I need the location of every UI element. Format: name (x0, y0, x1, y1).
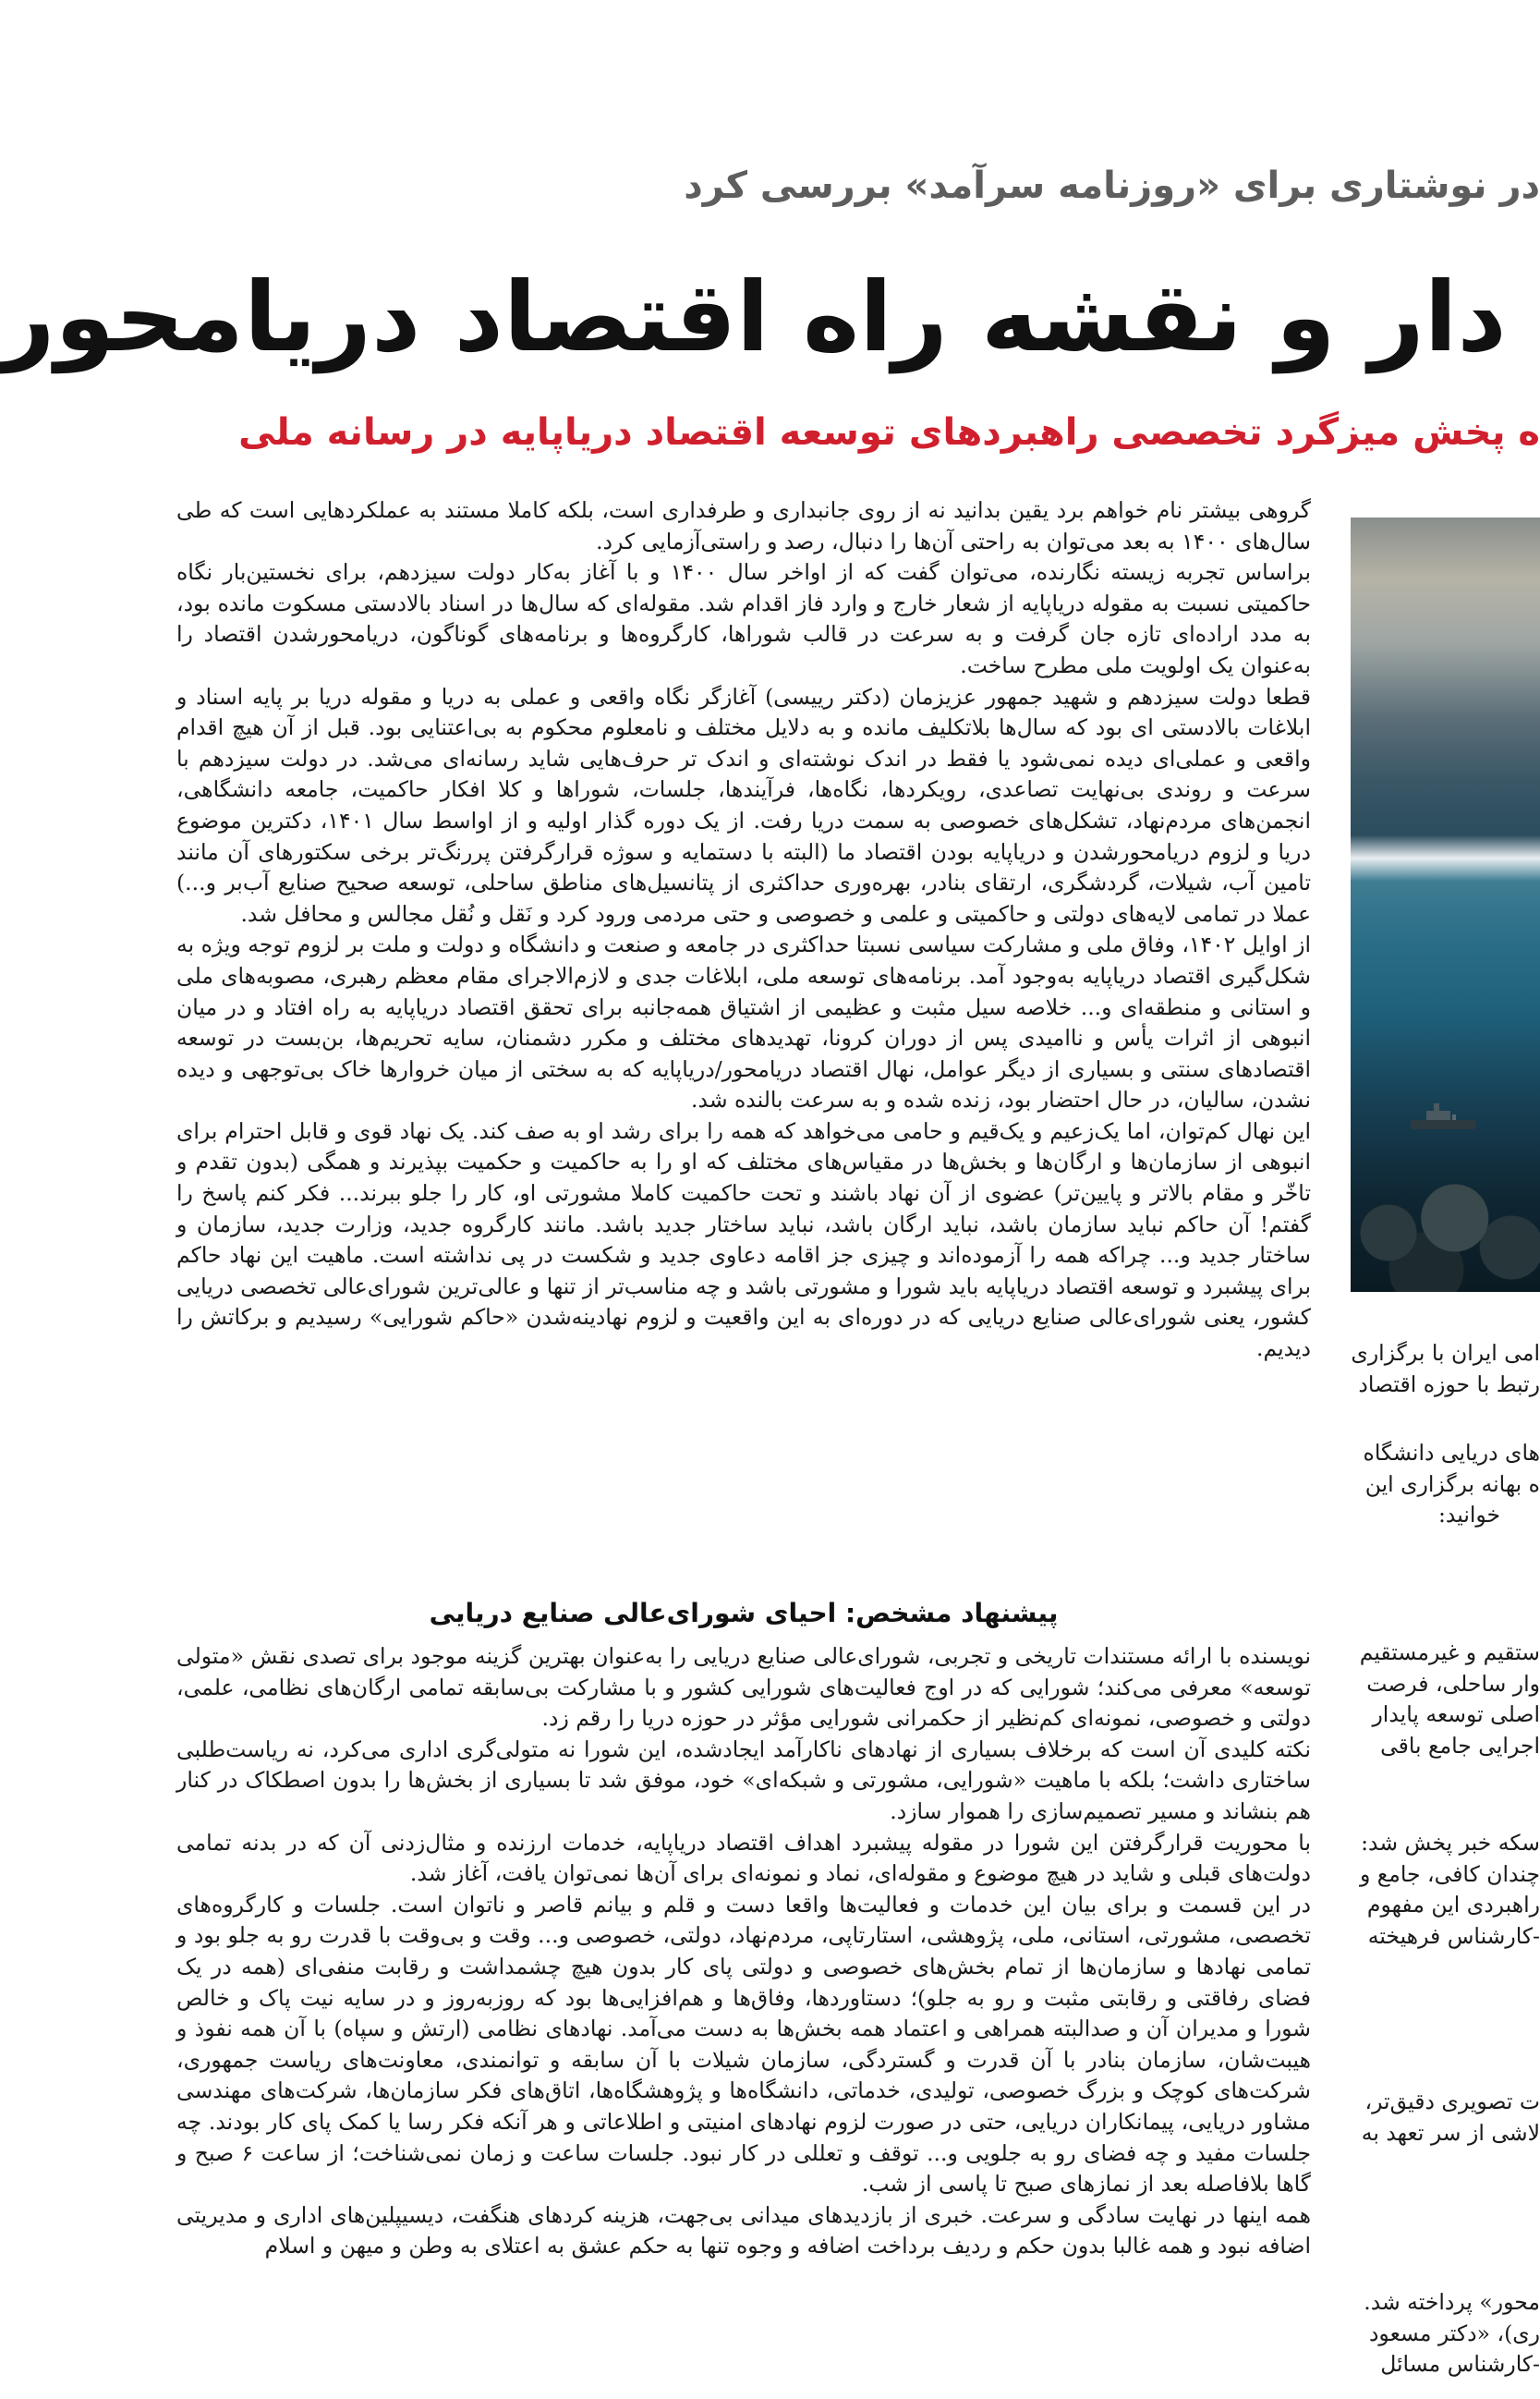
paragraph: همه اینها در نهایت سادگی و سرعت. خبری از بازدیدهای میدانی بی‌جهت، هزینه کردهای هنگفت، دیسیپلین‌های اداری و مدیریتی اضافه نبود و همه غالبا بدون حکم و ردیف برداخت اضافه و وجوه تنها به حکم عشق به اعتلای به وطن و میهن و اسلام (176, 2201, 1311, 2259)
section-heading: پیشنهاد مشخص: احیای شورای‌عالی صنایع دریایی (429, 1598, 1059, 1628)
article-body-top (176, 495, 1311, 1569)
side-line: های دریایی دانشگاه (1363, 1440, 1540, 1466)
paragraph: براساس تجربه زیسته نگارنده، می‌توان گفت که از اواخر سال ۱۴۰۰ و با آغاز به‌کار دولت سیزدهم، برای نخستین‌بار نگاه حاکمیتی نسبت به مقوله دریاپایه از شعار خارج و وارد فاز اقدام شد. مقوله‌ای که سال‌ها در اسناد بالادستی مسکوت مانده بود، به مدد اراده‌ای تازه جان گرفت و به سرعت در قالب شوراها، کارگروه‌ها و برنامه‌های گوناگون، دریامحورشدن اقتصاد را به‌عنوان یک اولویت ملی مطرح ساخت. (176, 559, 1311, 678)
article-headline: ِ دار و نقشه راه اقتصاد دریامحور (0, 261, 1540, 373)
ocean-ship-photo (1351, 518, 1540, 1292)
side-line: ستقیم و غیرمستقیم (1359, 1639, 1540, 1665)
article-subhead: ه پخش میزگرد تخصصی راهبردهای توسعه اقتصاد دریاپایه در رسانه ملی (238, 411, 1540, 454)
paragraph: قطعا دولت سیزدهم و شهید جمهور عزیزمان (دکتر رییسی) آغازگر نگاه واقعی و عملی به دریا و مقوله دریا بر پایه اسناد و ابلاغات بالادستی ای بود که سال‌ها بلاتکلیف مانده و به دلایل مختلف و نامعلوم محکوم به بی‌اعتنایی بود. قبل از آن هیچ اقدام واقعی و عملی‌ای دیده نمی‌شود یا فقط در اندک نوشته‌ای و اندک تر حرف‌هایی شاید رسانه‌ای می‌شد. در دولت سیزدهم با سرعت و روندی بی‌نهایت تصاعدی، رویکردها، نگاه‌ها، فرآیندها، جلسات، شوراها و کلا افکار حاکمیت، جامعه دانشگاهی، انجمن‌های مردم‌نهاد، تشکل‌های خصوصی به سمت دریا رفت. از یک دوره گذار اولیه و از اواسط سال ۱۴۰۱، دکترین موضوع دریا و لزوم دریامحورشدن و دریاپایه بودن اقتصاد ما (البته با دستمایه و سوژه قرارگرفتن پررنگ‌تر برخی سکتورهای آن مانند تامین آب، شیلات، گردشگری، ارتقای بنادر، بهره‌وری حداکثری از پتانسیل‌های مناطق ساحلی، توسعه صحیح صنایع آب‌بر و...) عملا در تمامی لایه‌های دولتی و حاکمیتی و علمی و خصوصی و حتی مردمی ورود کرد و نَقل و نُقل مجالس و محافل شد. (176, 683, 1312, 927)
side-line: اجرایی جامع باقی (1380, 1732, 1540, 1759)
side-line: چندان کافی، جامع و (1359, 1860, 1540, 1887)
side-column-6 (1364, 2287, 1540, 2381)
side-line: راهبردی این مفهوم (1366, 1892, 1540, 1918)
side-line: -کارشناس مسائل (1380, 2351, 1540, 2378)
side-column-4 (1359, 1828, 1540, 1952)
ship-icon (1406, 1100, 1480, 1137)
side-column-5 (1361, 2087, 1540, 2149)
paragraph: نویسنده با ارائه مستندات تاریخی و تجربی، شورای‌عالی صنایع دریایی را به‌عنوان بهترین گزینه موجود برای تصدی نقش «متولی توسعه» معرفی می‌کند؛ شورایی که در اوج فعالیت‌های شورایی کشور و با مشارکت بی‌سابقه تمامی ارگان‌های نظامی، علمی، دولتی و خصوصی، نمونه‌ای کم‌نظیر از حکمرانی شورایی مؤثر در حوزه دریا را رقم زد. (176, 1643, 1311, 1732)
coral-reef (1351, 1144, 1540, 1292)
article-body-bottom (176, 1641, 1311, 2399)
paragraph: با محوریت قرارگرفتن این شورا در مقوله پیشبرد اهداف اقتصاد دریاپایه، خدمات ارزنده و مثال‌زدنی آن که در بدنه تمامی دولت‌های قبلی و شاید در هیچ موضوع و مقوله‌ای، نماد و نمونه‌ای برای آن‌ها نمی‌توان یافت، آغاز شد. (176, 1829, 1311, 1887)
side-column-2 (1363, 1438, 1540, 1531)
side-line: رتبط با حوزه اقتصاد (1358, 1370, 1540, 1397)
side-column-1 (1351, 1338, 1540, 1400)
side-line: وار ساحلی، فرصت (1366, 1670, 1540, 1697)
side-column-3 (1359, 1638, 1540, 1761)
paragraph: نکته کلیدی آن است که برخلاف بسیاری از نهادهای ناکارآمد ایجادشده، این شورا نه متولی‌گری اداری می‌کرد، نه ریاست‌طلبی ساختاری داشت؛ بلکه با ماهیت «شورایی، مشورتی و شبکه‌ای» خود، موفق شد تا بسیاری از بخش‌ها را بدون اصطکاک در کنار هم بنشاند و مسیر تصمیم‌سازی را هموار سازد. (176, 1735, 1311, 1824)
paragraph: از اوایل ۱۴۰۲، وفاق ملی و مشارکت سیاسی نسبتا حداکثری در جامعه و صنعت و دانشگاه و دولت و ملت بر لزوم توجه ویژه به شکل‌گیری اقتصاد دریاپایه به‌وجود آمد. برنامه‌های توسعه ملی، ابلاغات جدی و لازم‌الاجرای مقام معظم رهبری، مصوبه‌های ملی و استانی و منطقه‌ای و... خلاصه سیل مثبت و عظیمی از اشتیاق همه‌جانبه برای تحقق اقتصاد دریاپایه به راه افتاد و در میان انبوهی از اثرات یأس و ناامیدی پس از دوران کرونا، تهدیدهای مختلف و مکرر دشمنان، سایه تحریم‌ها، بن‌بست در توسعه اقتصادهای سنتی و بسیاری از دیگر عوامل، نهال اقتصاد دریامحور/دریاپایه که به سختی از میان خروارها خاک بی‌توجهی و دیده نشدن، سالیان، در حال احتضار بود، زنده شده و به سرعت بالنده شد. (176, 932, 1311, 1114)
paragraph: در این قسمت و برای بیان این خدمات و فعالیت‌ها واقعا دست و قلم و بیانم قاصر و ناتوان است. جلسات و کارگروه‌های تخصصی، مشورتی، استانی، ملی، پژوهشی، استارتاپی، مردم‌نهاد، دولتی، خصوصی و... وقت و بی‌وقت با قدرت رو به جلو بود و تمامی نهادها و سازمان‌ها از تمام بخش‌های خصوصی و دولتی پای کار بدون هیچ چشمداشت و رقابت منفی‌ای (همه در یک فضای رفاقتی و رقابتی مثبت و رو به جلو)؛ دستاوردها، وفاق‌ها و هم‌افزایی‌ها بود که روزبه‌روز و در سایه نیت پاک و خالص شورا و مدیران آن و صدالبته همراهی و اعتماد همه بخش‌ها به دست می‌آمد. نهادهای نظامی (ارتش و سپاه) با آن همه نفوذ و هیبت‌شان، سازمان بنادر با آن قدرت و گستردگی، سازمان شیلات با آن سابقه و توانمندی، معاونت‌های ریاست جمهوری، شرکت‌های کوچک و بزرگ خصوصی، تولیدی، خدماتی، دانشگاه‌ها و پژوهشگاه‌ها، اتاق‌های فکر سازمان‌ها، شرکت‌های مهندسی مشاور دریایی، پیمانکاران دریایی، حتی در صورت لزوم نهادهای امنیتی و اطلاعاتی و هر آنکه فکر رسا یا کمک پای کار بودند. چه جلسات مفید و چه فضای رو به جلویی و... توقف و تعللی در کار نبود. جلسات ساعت و زمان نمی‌شناخت؛ از ساعت ۶ صبح و گاها بلافاصله بعد از نمازهای صبح تا پاسی از شب. (176, 1891, 1311, 2198)
article-kicker: در نوشتاری برای «روزنامه سرآمد» بررسی کرد (684, 164, 1540, 207)
side-line: ری)، «دکتر مسعود (1368, 2320, 1540, 2346)
side-line: سکه خبر پخش شد: (1361, 1830, 1540, 1856)
paragraph: گروهی بیشتر نام خواهم برد یقین بدانید نه از روی جانبداری و طرفداری است، بلکه کاملا مستند به عملکردهایی است که طی سال‌های ۱۴۰۰ به بعد می‌توان به راحتی آن‌ها را دنبال، رصد و راستی‌آزمایی کرد. (176, 497, 1311, 554)
side-line: ه بهانه برگزاری این (1364, 1470, 1540, 1497)
side-line: ت تصویری دقیق‌تر، (1364, 2088, 1540, 2114)
side-line: خوانید: (1438, 1502, 1501, 1528)
side-line: لاشی از سر تعهد به (1361, 2119, 1540, 2146)
side-line: -کارشناس فرهیخته (1367, 1922, 1540, 1949)
side-line: امی ایران با برگزاری (1351, 1340, 1540, 1366)
side-line: اصلی توسعه پایدار (1372, 1701, 1540, 1728)
paragraph: این نهال کم‌توان، اما یک‌زعیم و یک‌قیم و حامی می‌خواهد که همه را برای رشد او به صف کند. یک نهاد قوی و قابل احترام برای انبوهی از سازمان‌ها و ارگان‌ها و بخش‌ها در مقیاس‌های مختلف که او را به حاکمیت و حکمیت بپذیرند و همگی (بدون تقدم و تاخّر و مقام بالاتر و پایین‌تر) عضوی از آن نهاد باشند و تحت حاکمیت کاملا مشورتی او، کار را جلو ببرند... فکر کنم پاسخ را گفتم! آن حاکم نباید سازمان باشد، نباید ارگان باشد، نباید ساختار جدید باشد. مانند کارگروه جدید، وزارت جدید، سازمان و ساختار جدید و... چراکه همه را آزموده‌اند و چیزی جز اقامه دعاوی جدید و شکست در پی نداشته است. ماهیت این نهاد حاکم برای پیشبرد و توسعه اقتصاد دریاپایه باید شورا و مشورتی باشد و چه مناسب‌تر از تنها و عالی‌ترین شورای‌عالی تخصصی دریایی کشور، یعنی شورای‌عالی صنایع دریایی که در دوره‌ای به این واقعیت و لزوم نهادینه‌شدن «حاکم شورایی» رسیدیم و برکاتش را دیدیم. (176, 1117, 1311, 1362)
side-line: محور» پرداخته شد. (1364, 2289, 1540, 2315)
